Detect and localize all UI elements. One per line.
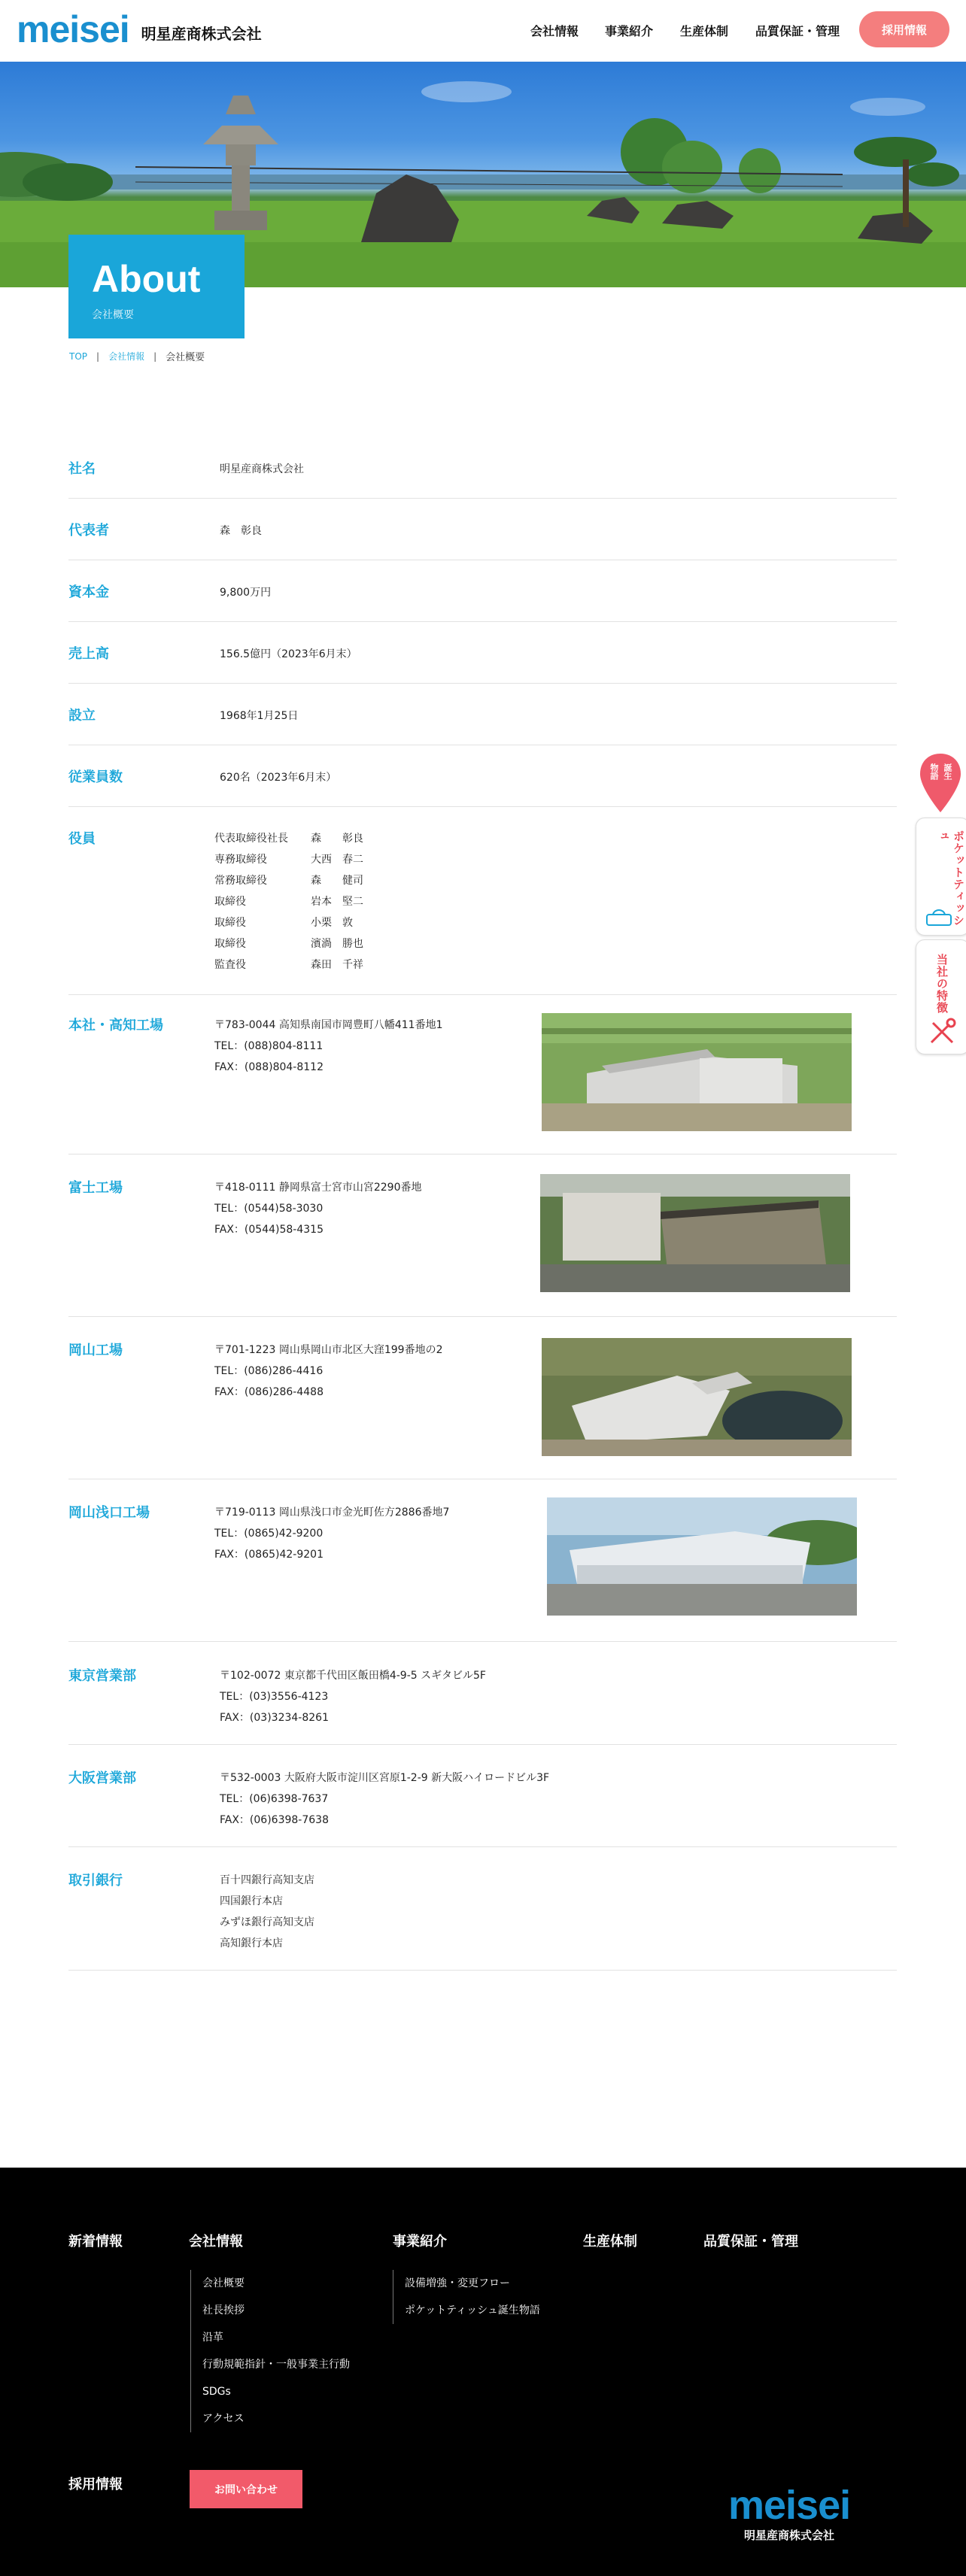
officer-name: 大西 春二	[311, 854, 363, 866]
officer-name: 岩本 堅二	[311, 896, 363, 908]
footer-recruit[interactable]: 採用情報	[68, 2477, 123, 2493]
breadcrumb-company[interactable]: 会社情報	[108, 351, 145, 362]
breadcrumb-top[interactable]: TOP	[69, 350, 88, 362]
footer-company[interactable]: 会社情報	[189, 2234, 243, 2250]
label-representative: 代表者	[68, 523, 109, 539]
location-fax: FAX：(088)804-8112	[214, 1061, 324, 1073]
row-location-asakuchi	[68, 1502, 897, 1642]
location-details	[214, 1177, 421, 1240]
footer-news[interactable]: 新着情報	[68, 2234, 123, 2250]
location-tel: TEL：(03)3556-4123	[220, 1691, 329, 1703]
location-address: 〒701-1223 岡山県岡山市北区大窪199番地の2	[214, 1344, 443, 1356]
officer-role: 取締役	[214, 896, 246, 908]
breadcrumb-current: 会社概要	[166, 352, 205, 363]
officer-role: 取締役	[214, 917, 246, 929]
officer-item	[214, 912, 386, 933]
officer-name: 小栗 敦	[311, 917, 353, 929]
side-tab-pocket-tissue[interactable]	[916, 818, 966, 936]
map-pin-icon	[919, 752, 962, 814]
location-address: 〒532-0003 大阪府大阪市淀川区宮原1-2-9 新大阪ハイロードビル3F	[220, 1772, 550, 1784]
row-banks	[68, 1870, 897, 1971]
location-details	[220, 1665, 486, 1728]
location-address: 〒719-0113 岡山県浅口市金光町佐方2886番地7	[214, 1506, 450, 1519]
page-subtitle: 会社概要	[92, 309, 134, 321]
officer-item	[214, 891, 386, 912]
officer-item	[214, 954, 386, 975]
nav-quality[interactable]: 品質保証・管理	[755, 24, 840, 38]
location-tel: TEL：(06)6398-7637	[220, 1793, 329, 1805]
label-officers: 役員	[68, 831, 96, 847]
label-location: 東京営業部	[68, 1668, 136, 1684]
logo-company-name: 明星産商株式会社	[141, 25, 262, 43]
nav-business[interactable]: 事業紹介	[605, 24, 654, 38]
factory-photo	[540, 1174, 850, 1292]
pin-text-story: 物語	[929, 763, 939, 780]
bank-item: 四国銀行本店	[220, 1895, 283, 1907]
site-logo[interactable]	[17, 8, 262, 50]
officer-list	[214, 828, 386, 975]
location-details	[214, 1340, 442, 1403]
officer-role: 監査役	[214, 959, 246, 971]
side-tab-features[interactable]	[916, 939, 966, 1054]
footer-business-links	[393, 2270, 540, 2324]
footer-link[interactable]: 行動規範指針・一般事業主行動	[202, 2359, 350, 2371]
bank-list	[220, 1870, 314, 1954]
officer-name: 森田 千祥	[311, 959, 363, 971]
label-location: 岡山工場	[68, 1343, 123, 1358]
footer-logo-mark: meisei	[728, 2483, 851, 2528]
location-details	[214, 1015, 442, 1078]
location-tel: TEL：(0865)42-9200	[214, 1528, 324, 1540]
label-capital: 資本金	[68, 584, 109, 600]
footer-link[interactable]: アクセス	[202, 2413, 245, 2425]
tools-icon	[927, 1017, 957, 1047]
officer-name: 濱渦 勝也	[311, 938, 363, 950]
side-tab-pocket-tissue-label: ポケットティッシュ	[936, 830, 965, 927]
location-fax: FAX：(0865)42-9201	[214, 1549, 324, 1561]
label-company-name: 社名	[68, 461, 96, 477]
breadcrumb-separator: |	[153, 350, 157, 362]
officer-item	[214, 870, 386, 891]
row-company-name	[68, 458, 897, 499]
row-representative	[68, 520, 897, 560]
officer-name: 森 健司	[311, 875, 363, 887]
officer-item	[214, 828, 386, 849]
footer-link[interactable]: 社長挨拶	[202, 2304, 245, 2317]
bank-item: 高知銀行本店	[220, 1937, 283, 1949]
row-founded	[68, 705, 897, 745]
site-header	[0, 0, 966, 62]
location-tel: TEL：(086)286-4416	[214, 1365, 324, 1377]
row-employees	[68, 766, 897, 807]
label-location: 本社・高知工場	[68, 1018, 163, 1033]
officer-role: 取締役	[214, 938, 246, 950]
footer-logo-company: 明星産商株式会社	[744, 2529, 835, 2542]
label-location: 岡山浅口工場	[68, 1505, 150, 1521]
contact-button[interactable]: お問い合わせ	[190, 2470, 302, 2508]
row-officers	[68, 828, 897, 995]
location-address: 〒102-0072 東京都千代田区飯田橋4-9-5 スギタビル5F	[220, 1670, 486, 1682]
location-tel: TEL：(088)804-8111	[214, 1040, 324, 1052]
footer-business[interactable]: 事業紹介	[393, 2234, 447, 2250]
label-employees: 従業員数	[68, 769, 123, 785]
officer-role: 専務取締役	[214, 854, 267, 866]
factory-photo	[542, 1338, 852, 1456]
bank-item: みずほ銀行高知支店	[220, 1916, 314, 1928]
footer-company-links	[190, 2270, 350, 2432]
officer-role: 代表取締役社長	[214, 833, 288, 845]
officer-role: 常務取締役	[214, 875, 267, 887]
value-capital: 9,800万円	[220, 587, 272, 599]
footer-production[interactable]: 生産体制	[583, 2234, 637, 2250]
story-pin-button[interactable]	[919, 752, 962, 814]
recruit-button[interactable]: 採用情報	[859, 11, 949, 47]
location-fax: FAX：(03)3234-8261	[220, 1712, 329, 1724]
footer-link[interactable]: 会社概要	[202, 2277, 245, 2289]
page-title: About	[92, 258, 201, 300]
page-title-box	[68, 235, 245, 338]
nav-company[interactable]: 会社情報	[530, 24, 579, 38]
factory-photo	[547, 1497, 857, 1616]
label-sales: 売上高	[68, 646, 109, 662]
bank-item: 百十四銀行高知支店	[220, 1874, 314, 1886]
logo-mark: meisei	[17, 8, 129, 50]
footer-quality[interactable]: 品質保証・管理	[703, 2234, 798, 2250]
label-founded: 設立	[68, 708, 96, 724]
row-location-osaka	[68, 1767, 897, 1847]
footer-link[interactable]: 沿革	[202, 2332, 223, 2344]
location-address: 〒783-0044 高知県南国市岡豊町八幡411番地1	[214, 1019, 443, 1031]
officer-name: 森 彰良	[311, 833, 363, 845]
nav-production[interactable]: 生産体制	[680, 24, 729, 38]
tissue-icon	[925, 907, 952, 928]
row-sales	[68, 643, 897, 684]
location-tel: TEL：(0544)58-3030	[214, 1203, 324, 1215]
row-capital	[68, 581, 897, 622]
row-location-kochi	[68, 1015, 897, 1154]
value-company-name: 明星産商株式会社	[220, 463, 304, 475]
factory-photo	[542, 1013, 852, 1131]
location-details	[214, 1502, 449, 1565]
location-address: 〒418-0111 静岡県富士宮市山宮2290番地	[214, 1182, 422, 1194]
row-location-okayama	[68, 1340, 897, 1479]
breadcrumb-separator: |	[96, 350, 100, 362]
value-employees: 620名（2023年6月末）	[220, 772, 337, 784]
location-details	[220, 1767, 549, 1831]
side-tab-features-label: 当社の特徴	[935, 954, 949, 1014]
footer-link[interactable]: 設備増強・変更フロー	[405, 2277, 510, 2289]
label-banks: 取引銀行	[68, 1873, 123, 1889]
breadcrumb	[69, 349, 205, 363]
footer-link[interactable]: SDGs	[202, 2386, 231, 2398]
pin-text-birth: 誕生	[943, 763, 952, 780]
location-fax: FAX：(06)6398-7638	[220, 1814, 329, 1826]
location-fax: FAX：(086)286-4488	[214, 1386, 324, 1398]
location-fax: FAX：(0544)58-4315	[214, 1224, 324, 1236]
value-founded: 1968年1月25日	[220, 710, 299, 722]
officer-item	[214, 933, 386, 954]
footer-link[interactable]: ポケットティッシュ誕生物語	[405, 2304, 540, 2317]
footer-logo[interactable]	[728, 2483, 851, 2543]
row-location-tokyo	[68, 1665, 897, 1745]
officer-item	[214, 849, 386, 870]
label-location: 富士工場	[68, 1180, 123, 1196]
value-representative: 森 彰良	[220, 525, 262, 537]
row-location-fuji	[68, 1177, 897, 1317]
label-location: 大阪営業部	[68, 1770, 136, 1786]
value-sales: 156.5億円（2023年6月末）	[220, 648, 357, 660]
